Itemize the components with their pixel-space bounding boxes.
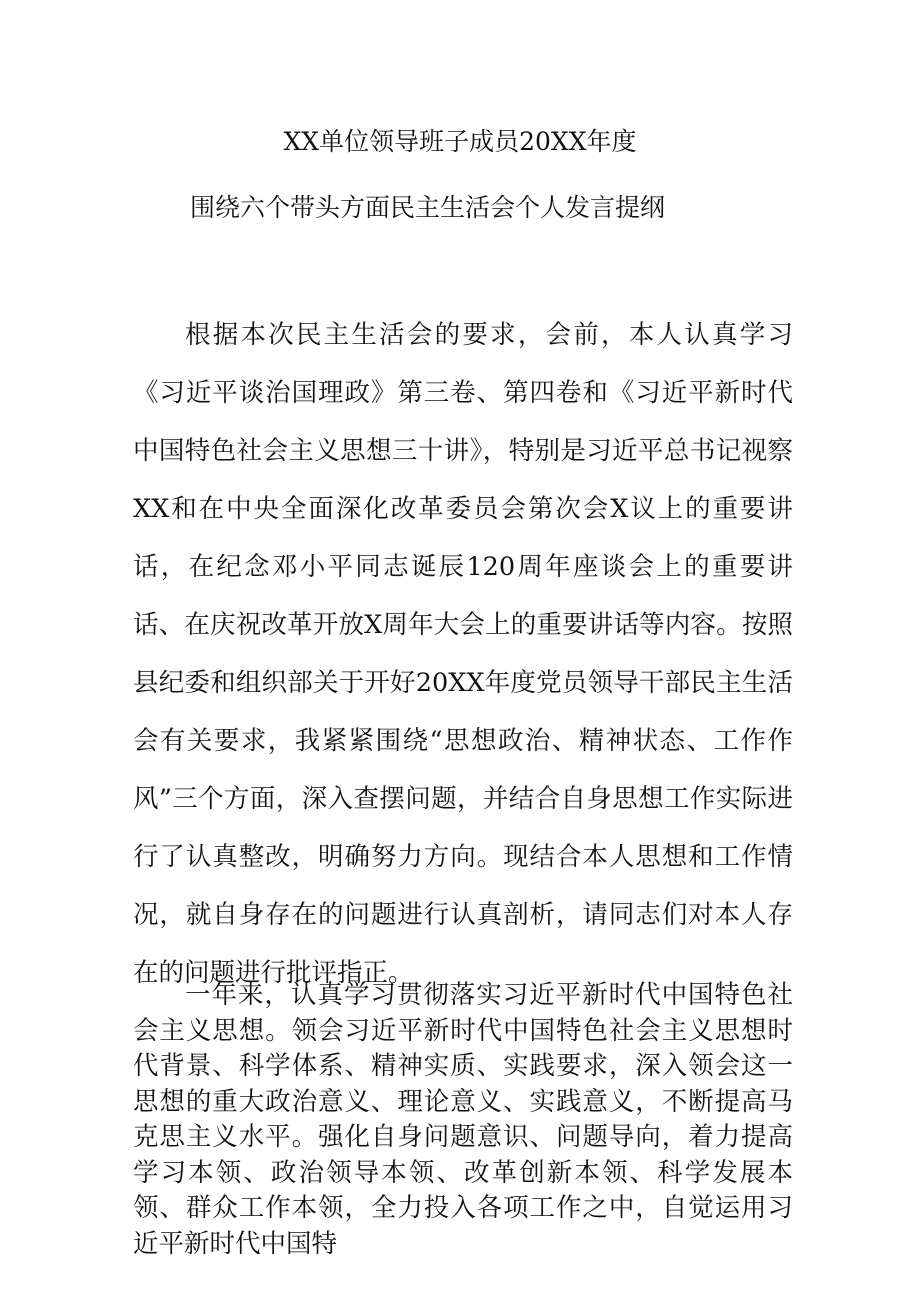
- body-paragraph-2: 一年来，认真学习贯彻落实习近平新时代中国特色社会主义思想。领会习近平新时代中国特色社会主义思想时代背景、科学体系、精神实质、实践要求，深入领会这一思想的重大政治意义、理论意义、实践意义，不断提高马克思主义水平。强化自身问题意识、问题导向，着力提高学习本领、政治领导本领、改革创新本领、科学发展本领、群众工作本领，全力投入各项工作之中，自觉运用习近平新时代中国特: [133, 980, 793, 1259]
- body-paragraph-1: 根据本次民主生活会的要求，会前，本人认真学习《习近平谈治国理政》第三卷、第四卷和《习近平新时代中国特色社会主义思想三十讲》，特别是习近平总书记视察XX和在中央全面深化改革委员会第次会X议上的重要讲话，在纪念邓小平同志诞辰120周年座谈会上的重要讲话、在庆祝改革开放X周年大会上的重要讲话等内容。按照县纪委和组织部关于开好20XX年度党员领导干部民主生活会有关要求，我紧紧围绕“思想政治、精神状态、工作作风”三个方面，深入查摆问题，并结合自身思想工作实际进行了认真整改，明确努力方向。现结合本人思想和工作情况，就自身存在的问题进行认真剖析，请同志们对本人存在的问题进行批评指正。: [133, 320, 793, 988]
- document-title-line1: XX单位领导班子成员20XX年度: [283, 127, 637, 156]
- document-title-line2: 围绕六个带头方面民主生活会个人发言提纲: [190, 193, 666, 222]
